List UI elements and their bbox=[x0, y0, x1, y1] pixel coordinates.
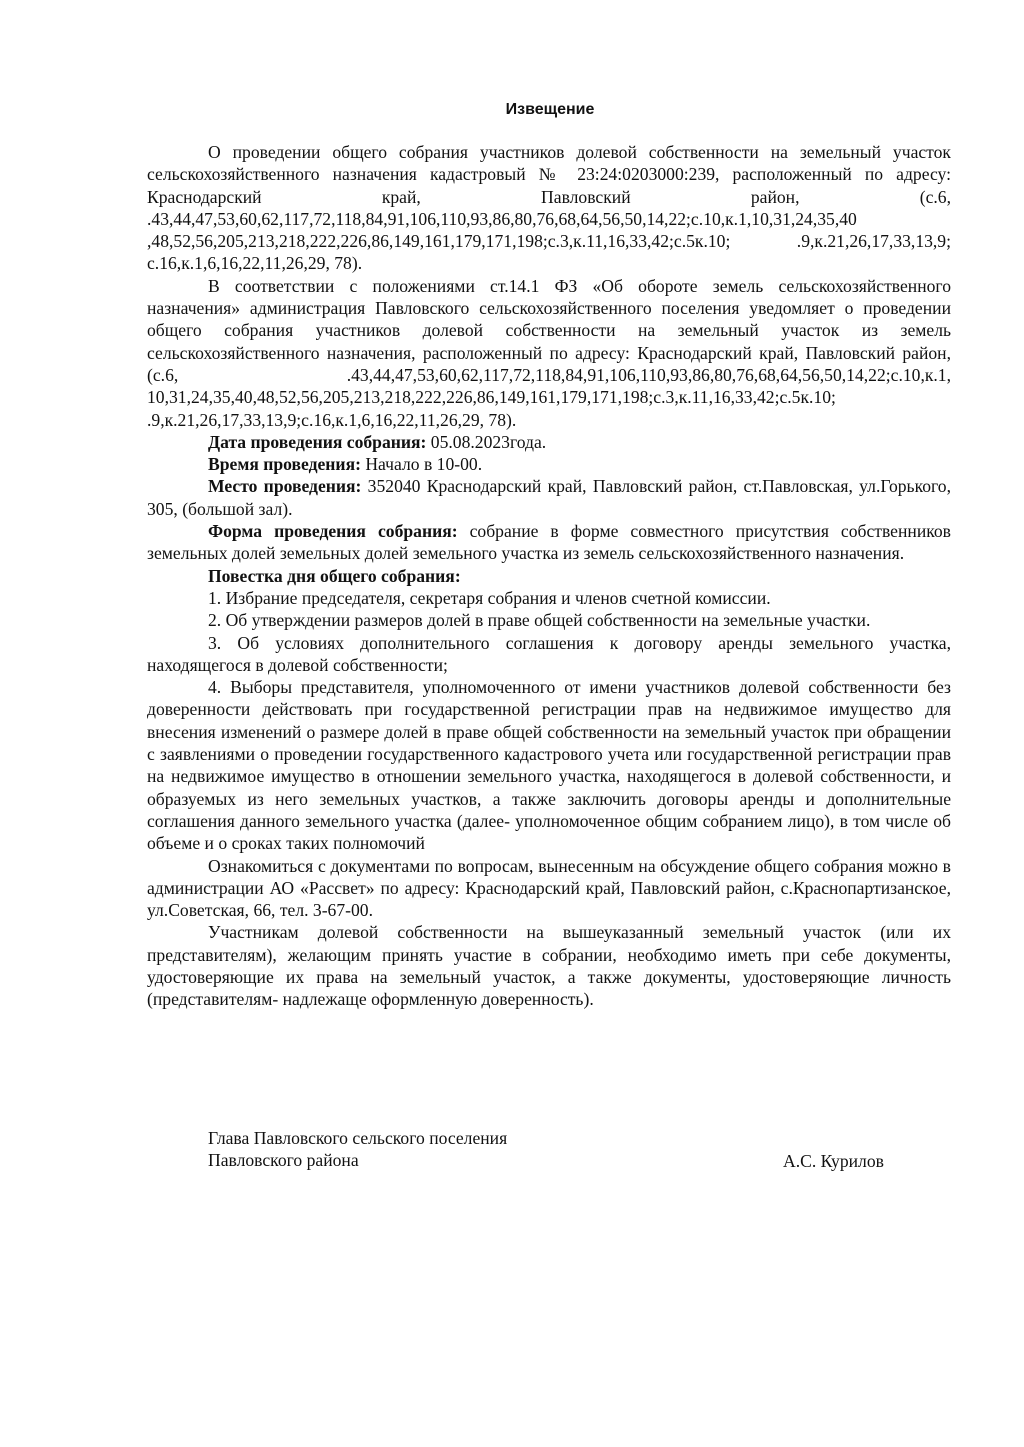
meeting-form bbox=[147, 520, 951, 565]
agenda-item-1: 1. Избрание председателя, секретаря собрания и членов счетной комиссии. bbox=[208, 587, 771, 608]
meeting-time bbox=[147, 453, 951, 475]
signatory-name: А.С. Курилов bbox=[783, 1151, 884, 1171]
intro-paragraph: О проведении общего собрания участников долевой собственности на земельный участок сельскохозяйственного назначения кадастровый № 23:24:0203000:239, расположенный по адресу: Краснодарский край, Павловский район, (с.6, .43,44,47,53,60,62,117,72,118,84,91,106,110,93,86,80,76,68,64,56,50,14,22;с.10,к.1,10,31,24,35,40 ,48,52,56,205,213,218,222,226,86,149,161,179,171,198;с.3,к.11,16,33,42;с.5к.10; .9,к.21,26,17,33,13,9; с.16,к.1,6,16,22,11,26,29, 78). bbox=[147, 142, 951, 274]
document-title: Извещение bbox=[505, 101, 595, 118]
meeting-time-label: Время проведения: bbox=[208, 454, 361, 475]
documents-paragraph: Ознакомиться с документами по вопросам, вынесенным на обсуждение общего собрания можно в администрации АО «Рассвет» по адресу: Краснодарский край, Павловский район, с.Краснопартизанское, ул.Советская, 66, тел. 3-67-00. bbox=[147, 855, 951, 921]
meeting-place-label: Место проведения: bbox=[208, 476, 362, 497]
meeting-form-label: Форма проведения собрания: bbox=[208, 521, 458, 542]
agenda-item-3: 3. Об условиях дополнительного соглашения к договору аренды земельного участка, находящегося в долевой собственности; bbox=[147, 632, 951, 675]
agenda-item-4: 4. Выборы представителя, уполномоченного от имени участников долевой собственности без доверенности действовать при государственной регистрации прав на недвижимое имущество для внесения изменений о размере долей в праве общей собственности на земельный участок при обращении с заявлениями о проведении государственного кадастрового учета или государственной регистрации прав на недвижимое имущество в отношении земельного участка, находящегося в долевой собственности, и образуемых из него земельных участков, а также заключить договоры аренды и дополнительные соглашения данного земельного участка (далее- уполномоченное общим собранием лицо), в том числе об объеме и о сроках таких полномочий bbox=[147, 677, 951, 854]
document-body bbox=[147, 141, 951, 1011]
meeting-date-value: 05.08.2023года. bbox=[426, 431, 547, 452]
meeting-date bbox=[147, 431, 951, 453]
agenda-label: Повестка дня общего собрания: bbox=[208, 565, 461, 586]
meeting-date-label: Дата проведения собрания: bbox=[208, 431, 427, 452]
agenda-item-2: 2. Об утверждении размеров долей в праве общей собственности на земельные участки. bbox=[208, 610, 871, 631]
participants-paragraph: Участникам долевой собственности на вышеуказанный земельный участок (или их представителям), желающим принять участие в собрании, необходимо иметь при себе документы, удостоверяющие их права на земельный участок, а также документы, удостоверяющие личность (представителям- надлежаще оформленную доверенность). bbox=[147, 922, 951, 1010]
signatory-position bbox=[208, 1127, 507, 1172]
agenda-heading bbox=[147, 565, 951, 587]
meeting-form-value: собрание в форме совместного присутствия собственников земельных долей земельных долей земельного участка из земель сельскохозяйственного назначения. bbox=[147, 521, 951, 564]
signatory-position-line-2: Павловского района bbox=[208, 1150, 359, 1171]
notice-paragraph: В соответствии с положениями ст.14.1 ФЗ «Об обороте земель сельскохозяйственного назначения» администрация Павловского сельскохозяйственного поселения уведомляет о проведении общего собрания участников долевой собственности на земельный участок из земель сельскохозяйственного назначения, расположенный по адресу: Краснодарский край, Павловский район, (с.6, .43,44,47,53,60,62,117,72,118,84,91,106,110,93,86,80,76,68,64,56,50,14,22;с.10,к.1, 10,31,24,35,40,48,52,56,205,213,218,222,226,86,149,161,179,171,198;с.3,к.11,16,33,42;с.5к.10; .9,к.21,26,17,33,13,9;с.16,к.1,6,16,22,11,26,29, 78). bbox=[147, 275, 951, 430]
meeting-place bbox=[147, 475, 951, 520]
meeting-place-value: 352040 Краснодарский край, Павловский район, ст.Павловская, ул.Горького, 305, (большой зал). bbox=[147, 476, 952, 519]
signatory-position-line-1: Глава Павловского сельского поселения bbox=[208, 1128, 508, 1148]
meeting-time-value: Начало в 10-00. bbox=[360, 454, 483, 475]
